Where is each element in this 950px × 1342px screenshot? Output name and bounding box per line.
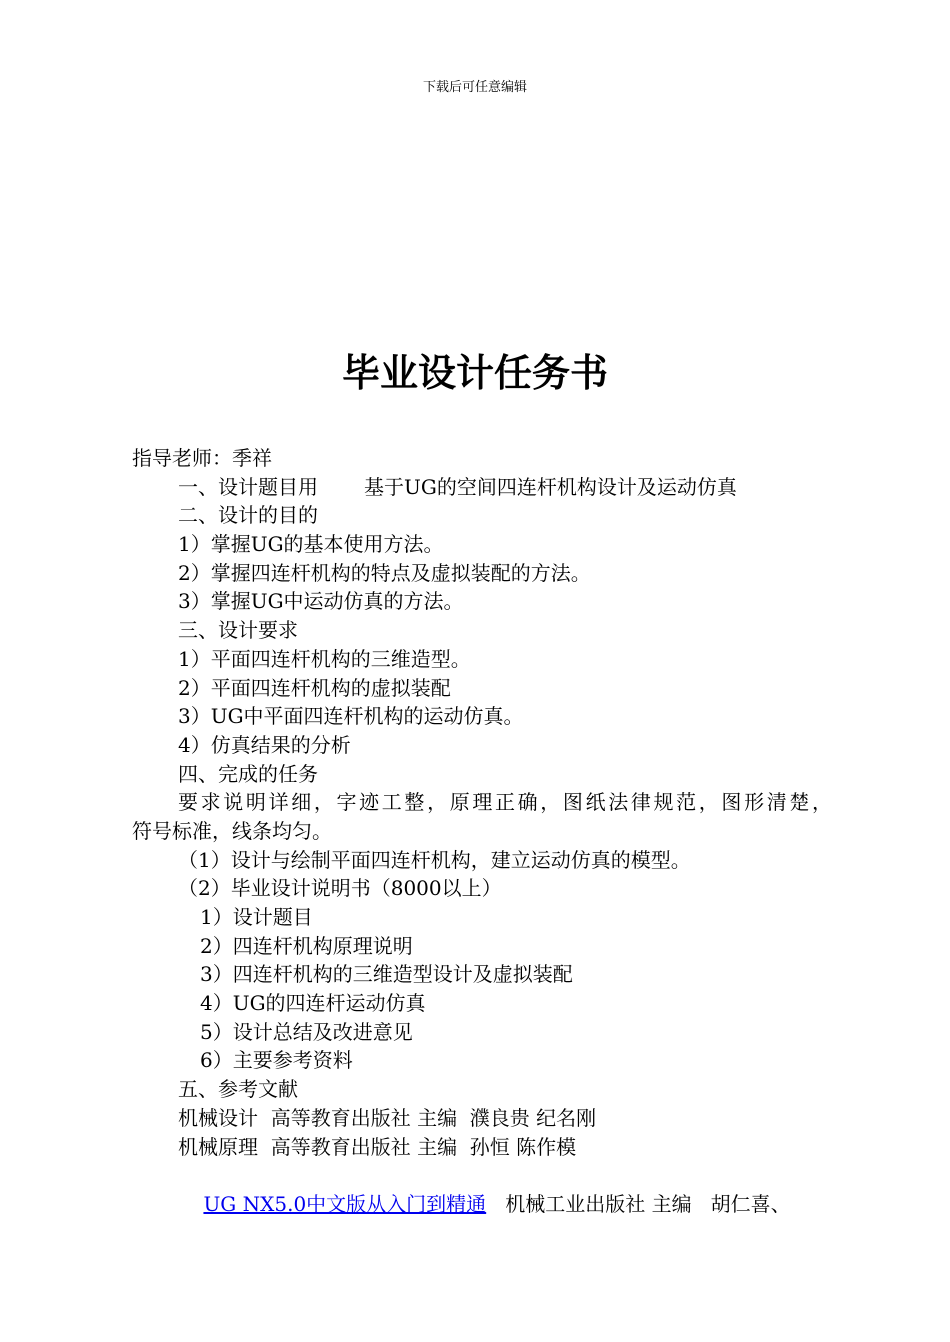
task-item: （2）毕业设计说明书（8000以上） [178,876,502,901]
topic-label: 一、设计题目用 [178,474,318,499]
manual-item: 6）主要参考资料 [200,1048,353,1073]
page-header: 下载后可任意编辑 [422,80,527,95]
reference-item: 机械设计 高等教育出版社 主编 濮良贵 纪名刚 [178,1105,597,1130]
purpose-item: 1）掌握UG的基本使用方法。 [178,532,444,557]
reference-item [132,1161,832,1216]
purpose-heading: 二、设计的目的 [178,503,318,528]
requirement-item: 2）平面四连杆机构的虚拟装配 [178,675,451,700]
tasks-paragraph-line: 要求说明详细，字迹工整，原理正确，图纸法律规范，图形清楚， [178,790,832,815]
manual-item: 2）四连杆机构原理说明 [200,933,413,958]
reference-link[interactable]: UG NX5.0中文版从入门到精通 [203,1191,487,1216]
task-item: （1）设计与绘制平面四连杆机构，建立运动仿真的模型。 [178,847,691,872]
manual-item: 1）设计题目 [200,905,313,929]
manual-item: 3）四连杆机构的三维造型设计及虚拟装配 [200,962,573,987]
requirement-item: 1）平面四连杆机构的三维造型。 [178,646,471,671]
tasks-paragraph-line: 符号标准，线条均匀。 [132,818,332,843]
purpose-item: 2）掌握四连杆机构的特点及虚拟装配的方法。 [178,560,591,585]
reference-item: 机械原理 高等教育出版社 主编 孙恒 陈作模 [178,1134,577,1159]
requirement-item: 3）UG中平面四连杆机构的运动仿真。 [178,704,524,729]
document-title: 毕业设计任务书 [341,351,608,395]
topic-line [132,473,832,502]
requirement-item: 4）仿真结果的分析 [178,732,351,757]
advisor-line: 指导老师：季祥 [132,446,272,470]
topic-value: 基于UG的空间四连杆机构设计及运动仿真 [364,474,737,499]
references-heading: 五、参考文献 [178,1077,298,1102]
requirements-heading: 三、设计要求 [178,618,298,643]
manual-item: 4）UG的四连杆运动仿真 [200,991,426,1016]
document-body [132,444,832,1216]
tasks-heading: 四、完成的任务 [178,761,318,786]
manual-item: 5）设计总结及改进意见 [200,1019,413,1044]
purpose-item: 3）掌握UG中运动仿真的方法。 [178,589,464,614]
reference-publisher: 机械工业出版社 主编 胡仁喜、 [486,1191,791,1216]
